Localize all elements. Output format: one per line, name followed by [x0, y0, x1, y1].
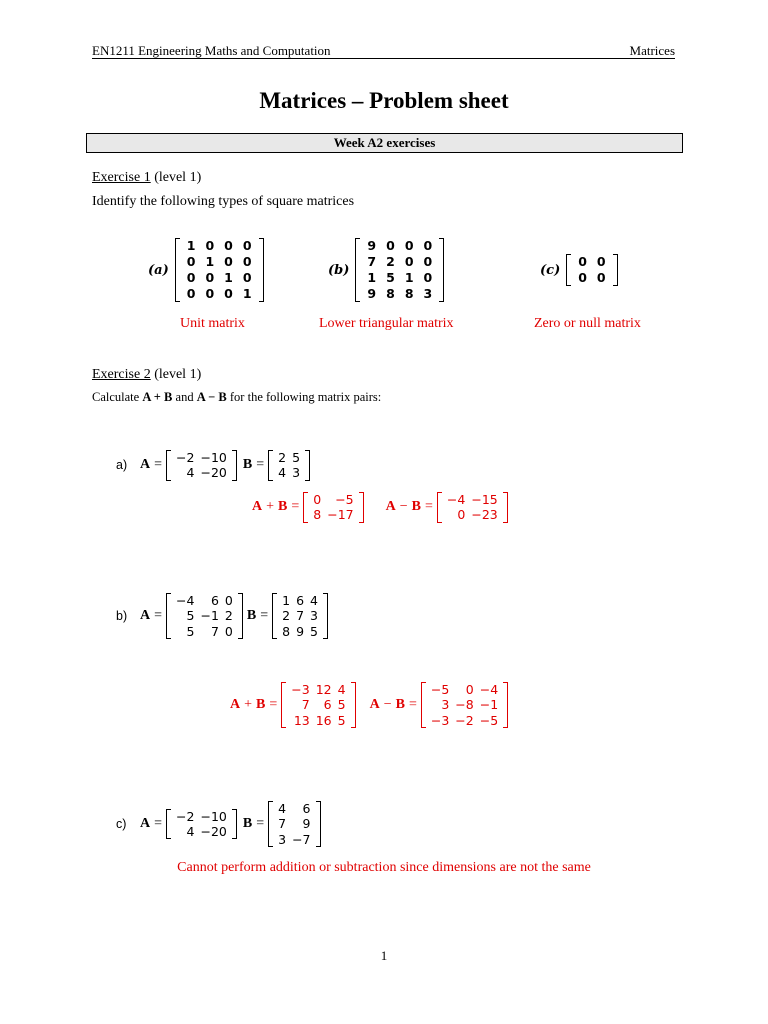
matrix-cell: 0	[224, 254, 233, 269]
equals-sign: =	[154, 457, 163, 473]
symbol-a: A	[252, 499, 263, 515]
matrix-right-bracket	[232, 809, 237, 840]
matrix-cell: 0	[596, 254, 606, 269]
matrix-cell: 3	[278, 831, 287, 847]
matrix-cell: 4	[337, 682, 346, 697]
exercise-2-title: Exercise 2	[92, 367, 151, 382]
matrix-a-group	[148, 238, 264, 302]
matrix-cell: 3	[292, 465, 301, 481]
part-b-question	[116, 593, 328, 639]
matrix-b-group	[328, 238, 444, 302]
part-b-matrix-b	[272, 593, 328, 639]
matrix-cell: −7	[292, 831, 311, 847]
matrix-cell: 7	[301, 697, 310, 713]
prompt-expr-sum: A + B	[142, 390, 173, 404]
matrix-grid	[442, 492, 503, 523]
matrix-cell: −4	[446, 492, 466, 507]
symbol-b: B	[278, 499, 288, 515]
matrix-cell: −3	[430, 712, 450, 728]
exercise-2-level: (level 1)	[154, 367, 202, 382]
part-c-question	[116, 801, 321, 847]
equals-sign: =	[256, 457, 265, 473]
exercise-2-prompt	[92, 390, 381, 405]
matrix-cell: 0	[386, 238, 395, 253]
matrix-cell: 2	[224, 608, 233, 624]
matrix-a-label: (a)	[148, 262, 169, 278]
matrix-right-bracket	[613, 254, 618, 286]
matrix-grid	[277, 593, 323, 639]
prompt-prefix: Calculate	[92, 390, 140, 404]
part-a-question	[116, 450, 310, 481]
matrix-cell: −10	[200, 450, 227, 465]
exercise-2-heading	[92, 367, 201, 383]
matrix-cell: 9	[367, 238, 377, 253]
matrix-cell: 2	[386, 254, 395, 269]
matrix-c	[566, 254, 617, 286]
matrix-grid	[171, 809, 232, 840]
symbol-a: A	[369, 696, 380, 712]
matrix-cell: 0	[404, 254, 414, 269]
symbol-b: B	[395, 696, 405, 712]
plus-sign: +	[244, 696, 253, 712]
matrix-right-bracket	[439, 238, 444, 302]
matrix-cell: 7	[296, 608, 305, 624]
equals-sign: =	[154, 815, 163, 831]
header-section: Matrices	[629, 43, 675, 58]
exercise-1-heading	[92, 170, 201, 186]
matrix-c-label: (c)	[540, 262, 561, 278]
equals-sign: =	[260, 607, 269, 623]
matrix-cell: 5	[337, 712, 346, 728]
matrix-cell: 0	[423, 270, 433, 285]
matrix-cell: 0	[186, 286, 196, 301]
prompt-suffix: for the following matrix pairs:	[229, 390, 382, 404]
matrix-cell: 7	[278, 816, 287, 832]
matrix-cell: 0	[242, 270, 252, 285]
symbol-a: A	[140, 815, 151, 831]
matrix-cell: 4	[310, 593, 318, 608]
matrix-right-bracket	[259, 238, 264, 302]
matrix-cell: 3	[423, 286, 433, 301]
part-c-matrix-b	[268, 801, 320, 847]
matrix-cell: −15	[471, 492, 498, 507]
answer-a: Unit matrix	[180, 316, 245, 331]
matrix-cell: −20	[200, 465, 227, 481]
header-course: EN1211 Engineering Maths and Computation	[92, 43, 331, 58]
matrix-cell: −10	[200, 808, 227, 824]
matrix-cell: 5	[292, 450, 301, 465]
matrix-right-bracket	[305, 450, 310, 481]
matrix-cell: 5	[386, 270, 395, 285]
symbol-b: B	[256, 696, 266, 712]
symbol-a: A	[230, 696, 241, 712]
matrix-grid	[286, 682, 350, 728]
matrix-cell: 4	[186, 465, 195, 481]
matrix-cell: −5	[335, 492, 354, 507]
matrix-cell: 0	[242, 254, 252, 269]
matrix-grid	[308, 492, 358, 523]
matrix-cell: 2	[282, 608, 291, 624]
matrix-cell: 6	[323, 697, 332, 713]
matrix-c-group	[540, 254, 618, 286]
matrix-cell: 0	[313, 492, 322, 507]
symbol-a: A	[140, 457, 151, 473]
matrix-cell: 2	[278, 450, 287, 465]
matrix-cell: 1	[224, 270, 233, 285]
equals-sign: =	[408, 696, 417, 712]
matrix-grid	[426, 682, 503, 728]
part-b-matrix-a	[166, 593, 243, 639]
matrix-cell: 9	[367, 286, 377, 301]
matrix-cell: 1	[282, 593, 291, 608]
matrix-b-label: (b)	[328, 262, 350, 278]
week-label: Week A2 exercises	[86, 133, 683, 153]
matrix-cell: 4	[278, 801, 287, 816]
part-b-sum-matrix	[281, 682, 355, 728]
prompt-expr-diff: A − B	[196, 390, 227, 404]
matrix-cell: 9	[302, 816, 311, 832]
answer-b: Lower triangular matrix	[319, 316, 454, 331]
matrix-cell: 3	[310, 608, 318, 624]
part-b-label: b)	[116, 608, 128, 623]
matrix-cell: −5	[479, 712, 499, 728]
matrix-cell: 6	[302, 801, 311, 816]
matrix-cell: −2	[176, 808, 195, 824]
page-number: 1	[380, 948, 388, 963]
matrix-cell: 7	[367, 254, 377, 269]
part-a-diff-matrix	[437, 492, 508, 523]
matrix-grid	[571, 254, 612, 286]
matrix-cell: 0	[224, 593, 233, 608]
matrix-right-bracket	[503, 492, 508, 523]
matrix-cell: 4	[186, 823, 195, 839]
matrix-cell: 0	[205, 286, 215, 301]
part-a-matrix-a	[166, 450, 237, 481]
matrix-cell: −5	[430, 682, 450, 697]
matrix-cell: 3	[441, 697, 450, 713]
matrix-cell: 5	[186, 623, 195, 639]
matrix-grid	[180, 238, 259, 302]
part-a-sum-matrix	[303, 492, 363, 523]
matrix-cell: 0	[186, 254, 196, 269]
matrix-grid	[360, 238, 439, 302]
part-b-answer	[230, 682, 508, 728]
matrix-cell: 0	[578, 270, 587, 285]
matrix-right-bracket	[359, 492, 364, 523]
matrix-right-bracket	[351, 682, 356, 728]
matrix-cell: 1	[186, 238, 196, 253]
header-rule	[92, 58, 675, 59]
prompt-and: and	[175, 390, 194, 404]
matrix-right-bracket	[323, 593, 328, 639]
matrix-right-bracket	[503, 682, 508, 728]
answer-c: Zero or null matrix	[534, 316, 641, 331]
matrix-cell: 0	[186, 270, 196, 285]
part-a-label: a)	[116, 458, 128, 473]
matrix-cell: −20	[200, 823, 227, 839]
equals-sign: =	[291, 499, 300, 515]
matrix-cell: 5	[310, 623, 318, 639]
equals-sign: =	[256, 815, 265, 831]
matrix-cell: 8	[313, 507, 322, 523]
matrix-cell: 16	[315, 712, 332, 728]
matrix-cell: 6	[296, 593, 305, 608]
matrix-cell: −4	[176, 593, 195, 608]
matrix-cell: 0	[423, 238, 433, 253]
matrix-grid	[171, 450, 232, 481]
matrix-cell: 0	[457, 507, 466, 523]
symbol-b: B	[242, 815, 253, 831]
matrix-cell: −8	[455, 697, 474, 713]
equals-sign: =	[269, 696, 278, 712]
symbol-b: B	[246, 607, 257, 623]
exercise-1-level: (level 1)	[154, 170, 202, 185]
matrix-cell: 0	[423, 254, 433, 269]
matrix-cell: −23	[471, 507, 498, 523]
matrix-cell: −2	[176, 450, 195, 465]
matrix-cell: 0	[242, 238, 252, 253]
matrix-right-bracket	[238, 593, 243, 639]
matrix-cell: 0	[205, 238, 215, 253]
matrix-grid	[273, 801, 315, 847]
matrix-cell: 5	[186, 608, 195, 624]
matrix-cell: 0	[224, 238, 233, 253]
matrix-cell: 12	[315, 682, 332, 697]
matrix-cell: −1	[479, 697, 499, 713]
matrix-cell: 1	[242, 286, 252, 301]
matrix-cell: 0	[205, 270, 215, 285]
minus-sign: −	[383, 696, 392, 712]
matrix-cell: 13	[293, 712, 310, 728]
exercise-1-title: Exercise 1	[92, 170, 151, 185]
matrix-cell: 5	[337, 697, 346, 713]
matrix-right-bracket	[316, 801, 321, 847]
part-b-diff-matrix	[421, 682, 508, 728]
matrix-grid	[273, 450, 305, 481]
matrix-cell: 0	[224, 623, 233, 639]
matrix-cell: −1	[200, 608, 219, 624]
matrix-cell: 0	[404, 238, 414, 253]
symbol-b: B	[411, 499, 421, 515]
matrix-cell: 0	[224, 286, 233, 301]
matrix-cell: 0	[578, 254, 587, 269]
symbol-a: A	[385, 499, 396, 515]
matrix-grid	[171, 593, 238, 639]
matrix-cell: 0	[465, 682, 474, 697]
matrix-cell: 8	[404, 286, 414, 301]
matrix-cell: 7	[210, 623, 219, 639]
part-c-answer: Cannot perform addition or subtraction since dimensions are not the same	[177, 860, 591, 875]
symbol-b: B	[242, 457, 253, 473]
matrix-cell: 1	[404, 270, 414, 285]
part-a-answer	[252, 492, 508, 523]
matrix-cell: 1	[367, 270, 377, 285]
matrix-cell: 0	[596, 270, 606, 285]
equals-sign: =	[154, 607, 163, 623]
matrix-cell: 8	[386, 286, 395, 301]
matrix-cell: 1	[205, 254, 215, 269]
matrix-cell: −3	[291, 682, 310, 697]
minus-sign: −	[399, 499, 408, 515]
plus-sign: +	[266, 499, 275, 515]
matrix-cell: −17	[327, 507, 354, 523]
matrix-cell: 8	[282, 623, 291, 639]
matrix-cell: 4	[278, 465, 287, 481]
equals-sign: =	[425, 499, 433, 515]
part-c-matrix-a	[166, 809, 237, 840]
matrix-cell: 9	[296, 623, 305, 639]
page-title: Matrices – Problem sheet	[259, 88, 509, 113]
matrix-a	[175, 238, 264, 302]
part-c-label: c)	[116, 816, 127, 831]
matrix-cell: 6	[210, 593, 219, 608]
matrix-cell: −4	[479, 682, 499, 697]
matrix-b	[355, 238, 444, 302]
matrix-cell: −2	[455, 712, 474, 728]
matrix-right-bracket	[232, 450, 237, 481]
symbol-a: A	[140, 607, 151, 623]
exercise-1-prompt: Identify the following types of square matrices	[92, 194, 355, 209]
part-a-matrix-b	[268, 450, 310, 481]
